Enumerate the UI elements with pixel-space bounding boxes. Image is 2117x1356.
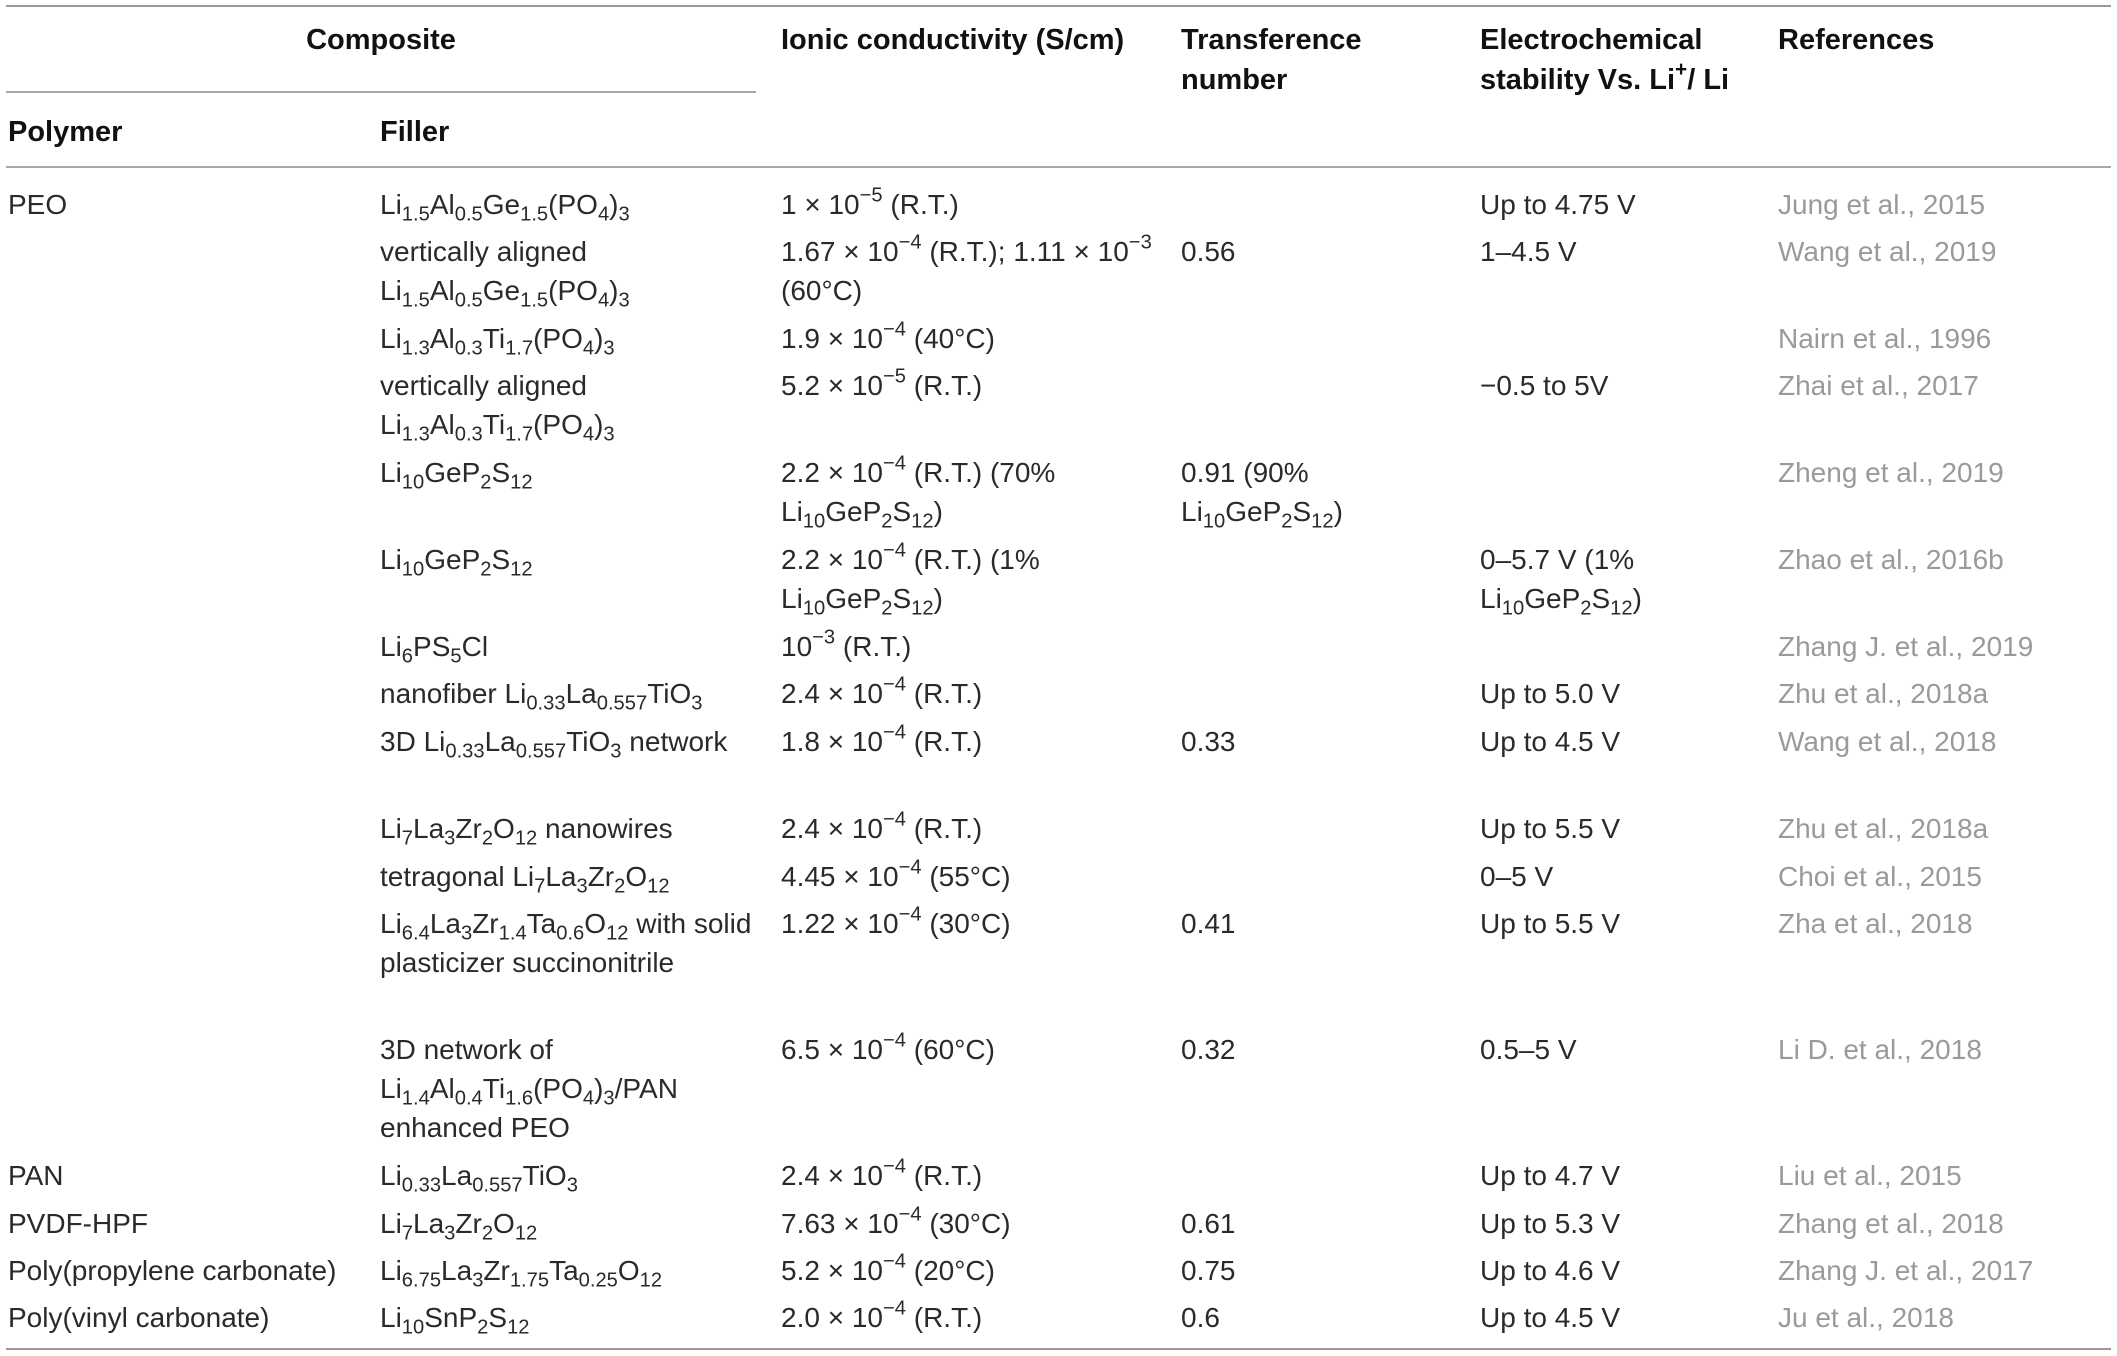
cell-reference: Zhu et al., 2018a [1778,678,1989,709]
cell-filler: $Li_{10}SnP_2S_{12}$ [380,1302,530,1339]
cell-electrochemical-stability: Up to 5.3 V [1480,1208,1621,1239]
cell-ionic-conductivity: $1.9 \times 10^{-4}$ (40°C) [781,318,995,354]
cell-ionic-conductivity: $2.4 \times 10^{-4}$ (R.T.) [781,673,983,709]
cell-ionic-conductivity: $4.45 \times 10^{-4}$ (55°C) [781,856,1011,892]
cell-filler: $Li_{1.3}Al_{0.3}Ti_{1.7}(PO_4)_3$ [380,323,615,360]
cell-filler: $Li_{6.4}La_3Zr_{1.4}Ta_{0.6}O_{12}$ with solid plasticizer succinonitrile [380,908,752,978]
cell-ionic-conductivity: $2.4 \times 10^{-4}$ (R.T.) [781,808,983,844]
cell-electrochemical-stability: Up to 4.5 V [1480,1302,1621,1333]
cell-polymer: PVDF-HPF [8,1208,148,1239]
cell-electrochemical-stability: 1–4.5 V [1480,236,1577,267]
cell-filler: $Li_{10}GeP_2S_{12}$ [380,544,533,581]
cell-electrochemical-stability: Up to 4.5 V [1480,726,1621,757]
header-polymer: Polymer [8,116,123,148]
cell-reference: Zhang et al., 2018 [1778,1208,2004,1239]
cell-ionic-conductivity: $6.5 \times 10^{-4}$ (60°C) [781,1029,995,1065]
cell-reference: Li D. et al., 2018 [1778,1034,1982,1065]
cell-electrochemical-stability: Up to 5.0 V [1480,678,1621,709]
cell-polymer: PEO [8,189,68,220]
cell-reference: Liu et al., 2015 [1778,1160,1962,1191]
cell-ionic-conductivity: $10^{-3}$ (R.T.) [781,626,912,662]
cell-filler: tetragonal $Li_7La_3Zr_2O_{12}$ [380,861,670,898]
cell-electrochemical-stability: Up to 4.7 V [1480,1160,1621,1191]
cell-electrochemical-stability: −0.5 to 5V [1480,370,1609,401]
header-transference-number: Transference number [1181,24,1362,96]
cell-filler: nanofiber $Li_{0.33}La_{0.557}TiO_3$ [380,678,703,715]
cell-transference-number: 0.33 [1181,726,1236,757]
cell-reference: Jung et al., 2015 [1778,189,1986,220]
cell-filler: $Li_{0.33}La_{0.557}TiO_3$ [380,1160,578,1197]
cell-ionic-conductivity: $5.2 \times 10^{-5}$ (R.T.) [781,365,983,401]
cell-transference-number: 0.56 [1181,236,1236,267]
cell-reference: Zha et al., 2018 [1778,908,1973,939]
cell-filler: vertically aligned $Li_{1.5}Al_{0.5}Ge_{1.5}(PO_4)_3$ [380,236,630,312]
cell-transference-number: 0.6 [1181,1302,1220,1333]
cell-filler: 3D $Li_{0.33}La_{0.557}TiO_3$ network [380,726,728,763]
header-composite: Composite [306,24,456,56]
cell-polymer: PAN [8,1160,64,1191]
cell-transference-number: 0.75 [1181,1255,1236,1286]
cell-electrochemical-stability: 0–5 V [1480,861,1554,892]
table-top-rule [6,5,2111,7]
cell-transference-number: 0.32 [1181,1034,1236,1065]
cell-transference-number: 0.91 (90% $Li_{10}GeP_2S_{12}$) [1181,457,1343,533]
header-electrochemical-stability: Electrochemical stability Vs. Li+/ Li [1480,24,1730,96]
cell-reference: Choi et al., 2015 [1778,861,1982,892]
table-bottom-rule [6,1348,2111,1350]
cell-ionic-conductivity: $2.4 \times 10^{-4}$ (R.T.) [781,1155,983,1191]
cell-reference: Ju et al., 2018 [1778,1302,1954,1333]
cell-ionic-conductivity: $1.67 \times 10^{-4}$ (R.T.); $1.11 \times 10^{-3}$ (60°C) [781,231,1152,306]
cell-ionic-conductivity: $2.2 \times 10^{-4}$ (R.T.) (1% $Li_{10}GeP_2S_{12}$) [781,539,1040,620]
cell-electrochemical-stability: 0–5.7 V (1% $Li_{10}GeP_2S_{12}$) [1480,544,1642,620]
header-bottom-rule [6,166,2111,168]
cell-reference: Zhang J. et al., 2019 [1778,631,2034,662]
cell-reference: Zhao et al., 2016b [1778,544,2004,575]
cell-electrochemical-stability: Up to 5.5 V [1480,813,1621,844]
cell-polymer: Poly(propylene carbonate) [8,1255,337,1286]
composite-subheader-rule [6,91,756,93]
cell-electrochemical-stability: Up to 4.6 V [1480,1255,1621,1286]
cell-reference: Zhang J. et al., 2017 [1778,1255,2034,1286]
cell-ionic-conductivity: $5.2 \times 10^{-4}$ (20°C) [781,1250,995,1286]
cell-filler: 3D network of $Li_{1.4}Al_{0.4}Ti_{1.6}(PO_4)_3$/PAN enhanced PEO [380,1034,678,1143]
cell-reference: Zheng et al., 2019 [1778,457,2004,488]
header-references: References [1778,24,1935,56]
cell-reference: Zhai et al., 2017 [1778,370,1979,401]
cell-electrochemical-stability: Up to 4.75 V [1480,189,1636,220]
cell-ionic-conductivity: $7.63 \times 10^{-4}$ (30°C) [781,1203,1011,1239]
cell-filler: vertically aligned $Li_{1.3}Al_{0.3}Ti_{1.7}(PO_4)_3$ [380,370,615,446]
cell-ionic-conductivity: $1.22 \times 10^{-4}$ (30°C) [781,903,1011,939]
cell-ionic-conductivity: $2.2 \times 10^{-4}$ (R.T.) (70% $Li_{10}GeP_2S_{12}$) [781,452,1056,533]
cell-filler: $Li_6PS_5Cl$ [380,631,489,668]
cell-filler: $Li_7La_3Zr_2O_{12}$ nanowires [380,813,673,850]
cell-electrochemical-stability: 0.5–5 V [1480,1034,1577,1065]
cell-ionic-conductivity: $2.0 \times 10^{-4}$ (R.T.) [781,1297,983,1333]
cell-filler: $Li_{10}GeP_2S_{12}$ [380,457,533,494]
cell-reference: Wang et al., 2018 [1778,726,1997,757]
cell-ionic-conductivity: $1 \times 10^{-5}$ (R.T.) [781,184,959,220]
cell-electrochemical-stability: Up to 5.5 V [1480,908,1621,939]
cell-ionic-conductivity: $1.8 \times 10^{-4}$ (R.T.) [781,721,983,757]
header-filler: Filler [380,116,450,148]
cell-filler: $Li_{1.5}Al_{0.5}Ge_{1.5}(PO_4)_3$ [380,189,630,226]
cell-filler: $Li_{6.75}La_3Zr_{1.75}Ta_{0.25}O_{12}$ [380,1255,663,1292]
cell-filler: $Li_7La_3Zr_2O_{12}$ [380,1208,538,1245]
cell-reference: Wang et al., 2019 [1778,236,1997,267]
cell-polymer: Poly(vinyl carbonate) [8,1302,270,1333]
cell-transference-number: 0.61 [1181,1208,1236,1239]
header-ionic-conductivity: Ionic conductivity (S/cm) [781,24,1125,56]
cell-transference-number: 0.41 [1181,908,1236,939]
cell-reference: Zhu et al., 2018a [1778,813,1989,844]
cell-reference: Nairn et al., 1996 [1778,323,1992,354]
